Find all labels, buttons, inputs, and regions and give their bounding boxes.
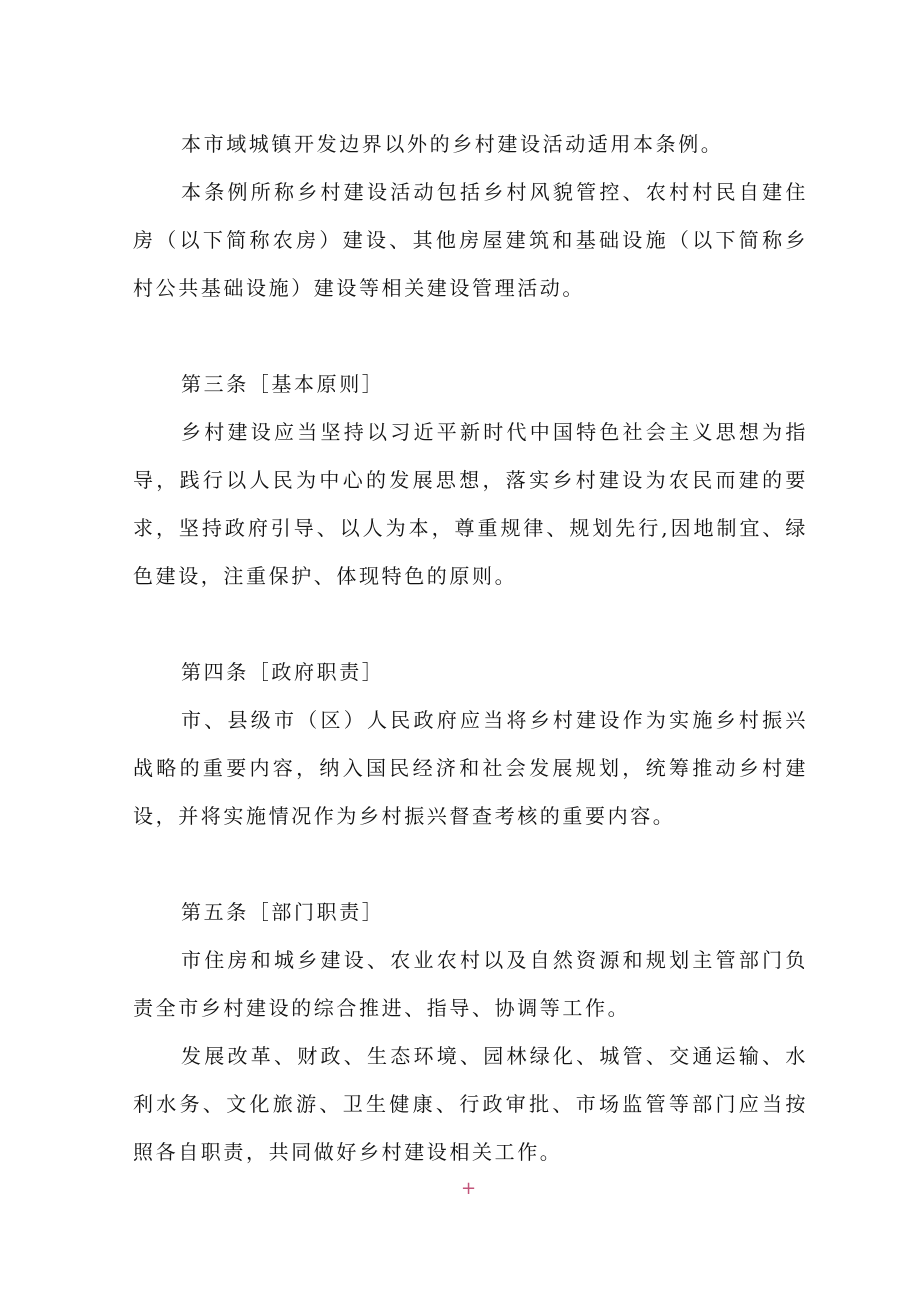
page-mark: + (461, 1178, 477, 1199)
paragraph: 市、县级市（区）人民政府应当将乡村建设作为实施乡村振兴战略的重要内容，纳入国民经济和社会发展规划，统筹推动乡村建设，并将实施情况作为乡村振兴督查考核的重要内容。 (133, 708, 808, 828)
paragraph: 市住房和城乡建设、农业农村以及自然资源和规划主管部门负责全市乡村建设的综合推进、指导、协调等工作。 (133, 948, 808, 1020)
spacer (133, 600, 808, 648)
article-heading: 第四条［政府职责］ (181, 660, 385, 684)
spacer (133, 312, 808, 360)
document-body (133, 120, 808, 1176)
paragraph: 发展改革、财政、生态环境、园林绿化、城管、交通运输、水利水务、文化旅游、卫生健康、行政审批、市场监管等部门应当按照各自职责，共同做好乡村建设相关工作。 (133, 1044, 808, 1164)
article-heading: 第三条［基本原则］ (181, 372, 385, 396)
spacer (133, 840, 808, 888)
article-heading: 第五条［部门职责］ (181, 900, 385, 924)
paragraph: 本市域城镇开发边界以外的乡村建设活动适用本条例。 (181, 132, 724, 156)
paragraph: 本条例所称乡村建设活动包括乡村风貌管控、农村村民自建住房（以下简称农房）建设、其他房屋建筑和基础设施（以下简称乡村公共基础设施）建设等相关建设管理活动。 (133, 180, 808, 300)
paragraph: 乡村建设应当坚持以习近平新时代中国特色社会主义思想为指导，践行以人民为中心的发展思想，落实乡村建设为农民而建的要求，坚持政府引导、以人为本，尊重规律、规划先行,因地制宜、绿色建设，注重保护、体现特色的原则。 (133, 420, 808, 588)
